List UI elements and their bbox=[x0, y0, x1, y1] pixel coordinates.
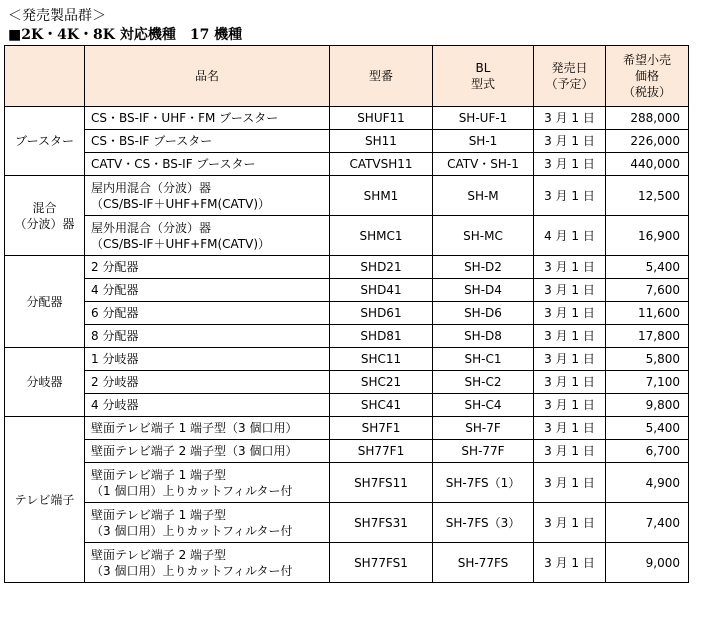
product-name-cell bbox=[85, 325, 330, 348]
release-date-cell: 3 月 1 日 bbox=[534, 302, 606, 325]
product-name-line: CATV・CS・BS-IF ブースター bbox=[91, 157, 256, 171]
product-name-line: 壁面テレビ端子 1 端子型 bbox=[91, 507, 227, 522]
table-row bbox=[5, 153, 689, 176]
price-cell: 5,400 bbox=[606, 256, 689, 279]
header-price-line: 希望小売 bbox=[622, 53, 671, 67]
product-name-line: 4 分岐器 bbox=[91, 398, 139, 412]
product-name-line: （1 個口用）上りカットフィルター付 bbox=[91, 483, 293, 498]
release-date-cell: 3 月 1 日 bbox=[534, 394, 606, 417]
product-name-line: （CS/BS-IF＋UHF+FM(CATV)） bbox=[91, 236, 271, 251]
price-cell: 440,000 bbox=[606, 153, 689, 176]
category-label: ブースター bbox=[14, 134, 75, 148]
product-name-line: 4 分配器 bbox=[91, 283, 139, 297]
product-name-line: 壁面テレビ端子 2 端子型 bbox=[91, 547, 227, 562]
product-table bbox=[4, 45, 689, 583]
release-date-cell: 3 月 1 日 bbox=[534, 153, 606, 176]
release-date-cell: 3 月 1 日 bbox=[534, 440, 606, 463]
product-name-line: 2 分配器 bbox=[91, 260, 139, 274]
table-row bbox=[5, 348, 689, 371]
model-cell: SH11 bbox=[330, 130, 433, 153]
bl-type-cell: SH-77FS bbox=[433, 543, 534, 583]
bl-type-cell: SH-MC bbox=[433, 216, 534, 256]
release-date-cell: 3 月 1 日 bbox=[534, 417, 606, 440]
bl-type-cell: SH-7F bbox=[433, 417, 534, 440]
product-name-cell bbox=[85, 153, 330, 176]
bl-type-cell: SH-C4 bbox=[433, 394, 534, 417]
price-cell: 5,400 bbox=[606, 417, 689, 440]
release-date-cell: 3 月 1 日 bbox=[534, 325, 606, 348]
product-name-cell bbox=[85, 216, 330, 256]
table-row bbox=[5, 107, 689, 130]
category-cell bbox=[5, 256, 85, 348]
product-name-cell bbox=[85, 543, 330, 583]
price-cell: 5,800 bbox=[606, 348, 689, 371]
price-cell: 7,400 bbox=[606, 503, 689, 543]
table-row bbox=[5, 440, 689, 463]
bl-type-cell: CATV・SH-1 bbox=[433, 153, 534, 176]
bl-type-cell: SH-D4 bbox=[433, 279, 534, 302]
model-cell: SH7F1 bbox=[330, 417, 433, 440]
release-date-cell: 3 月 1 日 bbox=[534, 107, 606, 130]
header-release bbox=[534, 46, 606, 107]
header-price bbox=[606, 46, 689, 107]
product-name-cell bbox=[85, 302, 330, 325]
product-name-line: （3 個口用）上りカットフィルター付 bbox=[91, 563, 293, 578]
product-name-cell bbox=[85, 176, 330, 216]
bl-type-cell: SH-M bbox=[433, 176, 534, 216]
table-row bbox=[5, 503, 689, 543]
product-name-line: 壁面テレビ端子 2 端子型（3 個口用） bbox=[91, 444, 298, 458]
table-row bbox=[5, 325, 689, 348]
model-cell: SHUF11 bbox=[330, 107, 433, 130]
release-date-cell: 3 月 1 日 bbox=[534, 130, 606, 153]
release-date-cell: 3 月 1 日 bbox=[534, 279, 606, 302]
product-name-cell bbox=[85, 503, 330, 543]
price-cell: 226,000 bbox=[606, 130, 689, 153]
header-release-line: （予定） bbox=[545, 77, 594, 91]
price-cell: 288,000 bbox=[606, 107, 689, 130]
product-name-line: （3 個口用）上りカットフィルター付 bbox=[91, 523, 293, 538]
bl-type-cell: SH-D6 bbox=[433, 302, 534, 325]
price-cell: 16,900 bbox=[606, 216, 689, 256]
release-date-cell: 3 月 1 日 bbox=[534, 176, 606, 216]
header-bl bbox=[433, 46, 534, 107]
product-name-cell bbox=[85, 279, 330, 302]
table-row bbox=[5, 216, 689, 256]
price-cell: 9,000 bbox=[606, 543, 689, 583]
product-name-cell bbox=[85, 371, 330, 394]
table-row bbox=[5, 543, 689, 583]
category-cell bbox=[5, 417, 85, 583]
model-cell: SH77F1 bbox=[330, 440, 433, 463]
price-cell: 11,600 bbox=[606, 302, 689, 325]
release-date-cell: 3 月 1 日 bbox=[534, 463, 606, 503]
product-name-line: 屋外用混合（分波）器 bbox=[91, 220, 212, 235]
header-category bbox=[5, 46, 85, 107]
model-cell: SHC11 bbox=[330, 348, 433, 371]
model-cell: SHD81 bbox=[330, 325, 433, 348]
release-date-cell: 3 月 1 日 bbox=[534, 543, 606, 583]
product-name-cell bbox=[85, 130, 330, 153]
table-row bbox=[5, 394, 689, 417]
model-cell: SH7FS31 bbox=[330, 503, 433, 543]
price-cell: 6,700 bbox=[606, 440, 689, 463]
table-row bbox=[5, 463, 689, 503]
category-cell bbox=[5, 348, 85, 417]
header-bl-line: 型式 bbox=[470, 77, 495, 91]
table-row bbox=[5, 130, 689, 153]
bl-type-cell: SH-C1 bbox=[433, 348, 534, 371]
header-price-line: （税抜） bbox=[622, 85, 671, 99]
product-name-line: 壁面テレビ端子 1 端子型 bbox=[91, 467, 227, 482]
model-cell: SH77FS1 bbox=[330, 543, 433, 583]
product-name-cell bbox=[85, 394, 330, 417]
release-date-cell: 3 月 1 日 bbox=[534, 348, 606, 371]
table-row bbox=[5, 371, 689, 394]
product-name-line: （CS/BS-IF＋UHF+FM(CATV)） bbox=[91, 196, 271, 211]
category-label: 分配器 bbox=[26, 294, 63, 309]
price-cell: 17,800 bbox=[606, 325, 689, 348]
table-row bbox=[5, 256, 689, 279]
table-header-row bbox=[5, 46, 689, 107]
bl-type-cell: SH-D8 bbox=[433, 325, 534, 348]
product-name-cell bbox=[85, 256, 330, 279]
product-name-line: 8 分配器 bbox=[91, 329, 139, 343]
category-label: 混合 bbox=[32, 200, 57, 215]
header-release-line: 発売日 bbox=[551, 61, 588, 75]
bl-type-cell: SH-C2 bbox=[433, 371, 534, 394]
category-label: 分岐器 bbox=[26, 375, 63, 389]
bl-type-cell: SH-UF-1 bbox=[433, 107, 534, 130]
product-name-line: 屋内用混合（分波）器 bbox=[91, 180, 212, 195]
model-cell: SHC41 bbox=[330, 394, 433, 417]
product-name-cell bbox=[85, 348, 330, 371]
bl-type-cell: SH-D2 bbox=[433, 256, 534, 279]
product-name-line: 1 分岐器 bbox=[91, 352, 139, 366]
section-subtitle: ■2K・4K・8K 対応機種 17 機種 bbox=[8, 27, 243, 43]
product-name-line: 6 分配器 bbox=[91, 306, 139, 320]
price-cell: 7,100 bbox=[606, 371, 689, 394]
price-cell: 12,500 bbox=[606, 176, 689, 216]
product-name-line: 壁面テレビ端子 1 端子型（3 個口用） bbox=[91, 421, 298, 435]
model-cell: SHD61 bbox=[330, 302, 433, 325]
bl-type-cell: SH-1 bbox=[433, 130, 534, 153]
model-cell: SHC21 bbox=[330, 371, 433, 394]
category-label: （分波）器 bbox=[14, 216, 75, 231]
bl-type-cell: SH-7FS（1） bbox=[433, 463, 534, 503]
product-name-line: CS・BS-IF・UHF・FM ブースター bbox=[91, 111, 279, 125]
product-name-cell bbox=[85, 107, 330, 130]
header-bl-line: BL bbox=[475, 61, 491, 75]
product-name-line: 2 分岐器 bbox=[91, 375, 139, 389]
product-name-cell bbox=[85, 463, 330, 503]
category-cell bbox=[5, 176, 85, 256]
page-title: ＜発売製品群＞ bbox=[8, 8, 106, 24]
model-cell: SHD41 bbox=[330, 279, 433, 302]
bl-type-cell: SH-7FS（3） bbox=[433, 503, 534, 543]
table-row bbox=[5, 417, 689, 440]
model-cell: SHD21 bbox=[330, 256, 433, 279]
table-row bbox=[5, 302, 689, 325]
product-name-cell bbox=[85, 417, 330, 440]
model-cell: SHM1 bbox=[330, 176, 433, 216]
table-row bbox=[5, 279, 689, 302]
release-date-cell: 3 月 1 日 bbox=[534, 371, 606, 394]
header-price-line: 価格 bbox=[634, 69, 659, 83]
price-cell: 4,900 bbox=[606, 463, 689, 503]
product-name-line: CS・BS-IF ブースター bbox=[91, 134, 213, 148]
category-label: テレビ端子 bbox=[14, 492, 75, 507]
table-row bbox=[5, 176, 689, 216]
product-name-cell bbox=[85, 440, 330, 463]
release-date-cell: 3 月 1 日 bbox=[534, 503, 606, 543]
release-date-cell: 3 月 1 日 bbox=[534, 256, 606, 279]
release-date-cell: 4 月 1 日 bbox=[534, 216, 606, 256]
header-name: 品名 bbox=[85, 46, 330, 107]
category-cell bbox=[5, 107, 85, 176]
model-cell: CATVSH11 bbox=[330, 153, 433, 176]
header-model: 型番 bbox=[330, 46, 433, 107]
price-cell: 7,600 bbox=[606, 279, 689, 302]
model-cell: SH7FS11 bbox=[330, 463, 433, 503]
bl-type-cell: SH-77F bbox=[433, 440, 534, 463]
model-cell: SHMC1 bbox=[330, 216, 433, 256]
price-cell: 9,800 bbox=[606, 394, 689, 417]
